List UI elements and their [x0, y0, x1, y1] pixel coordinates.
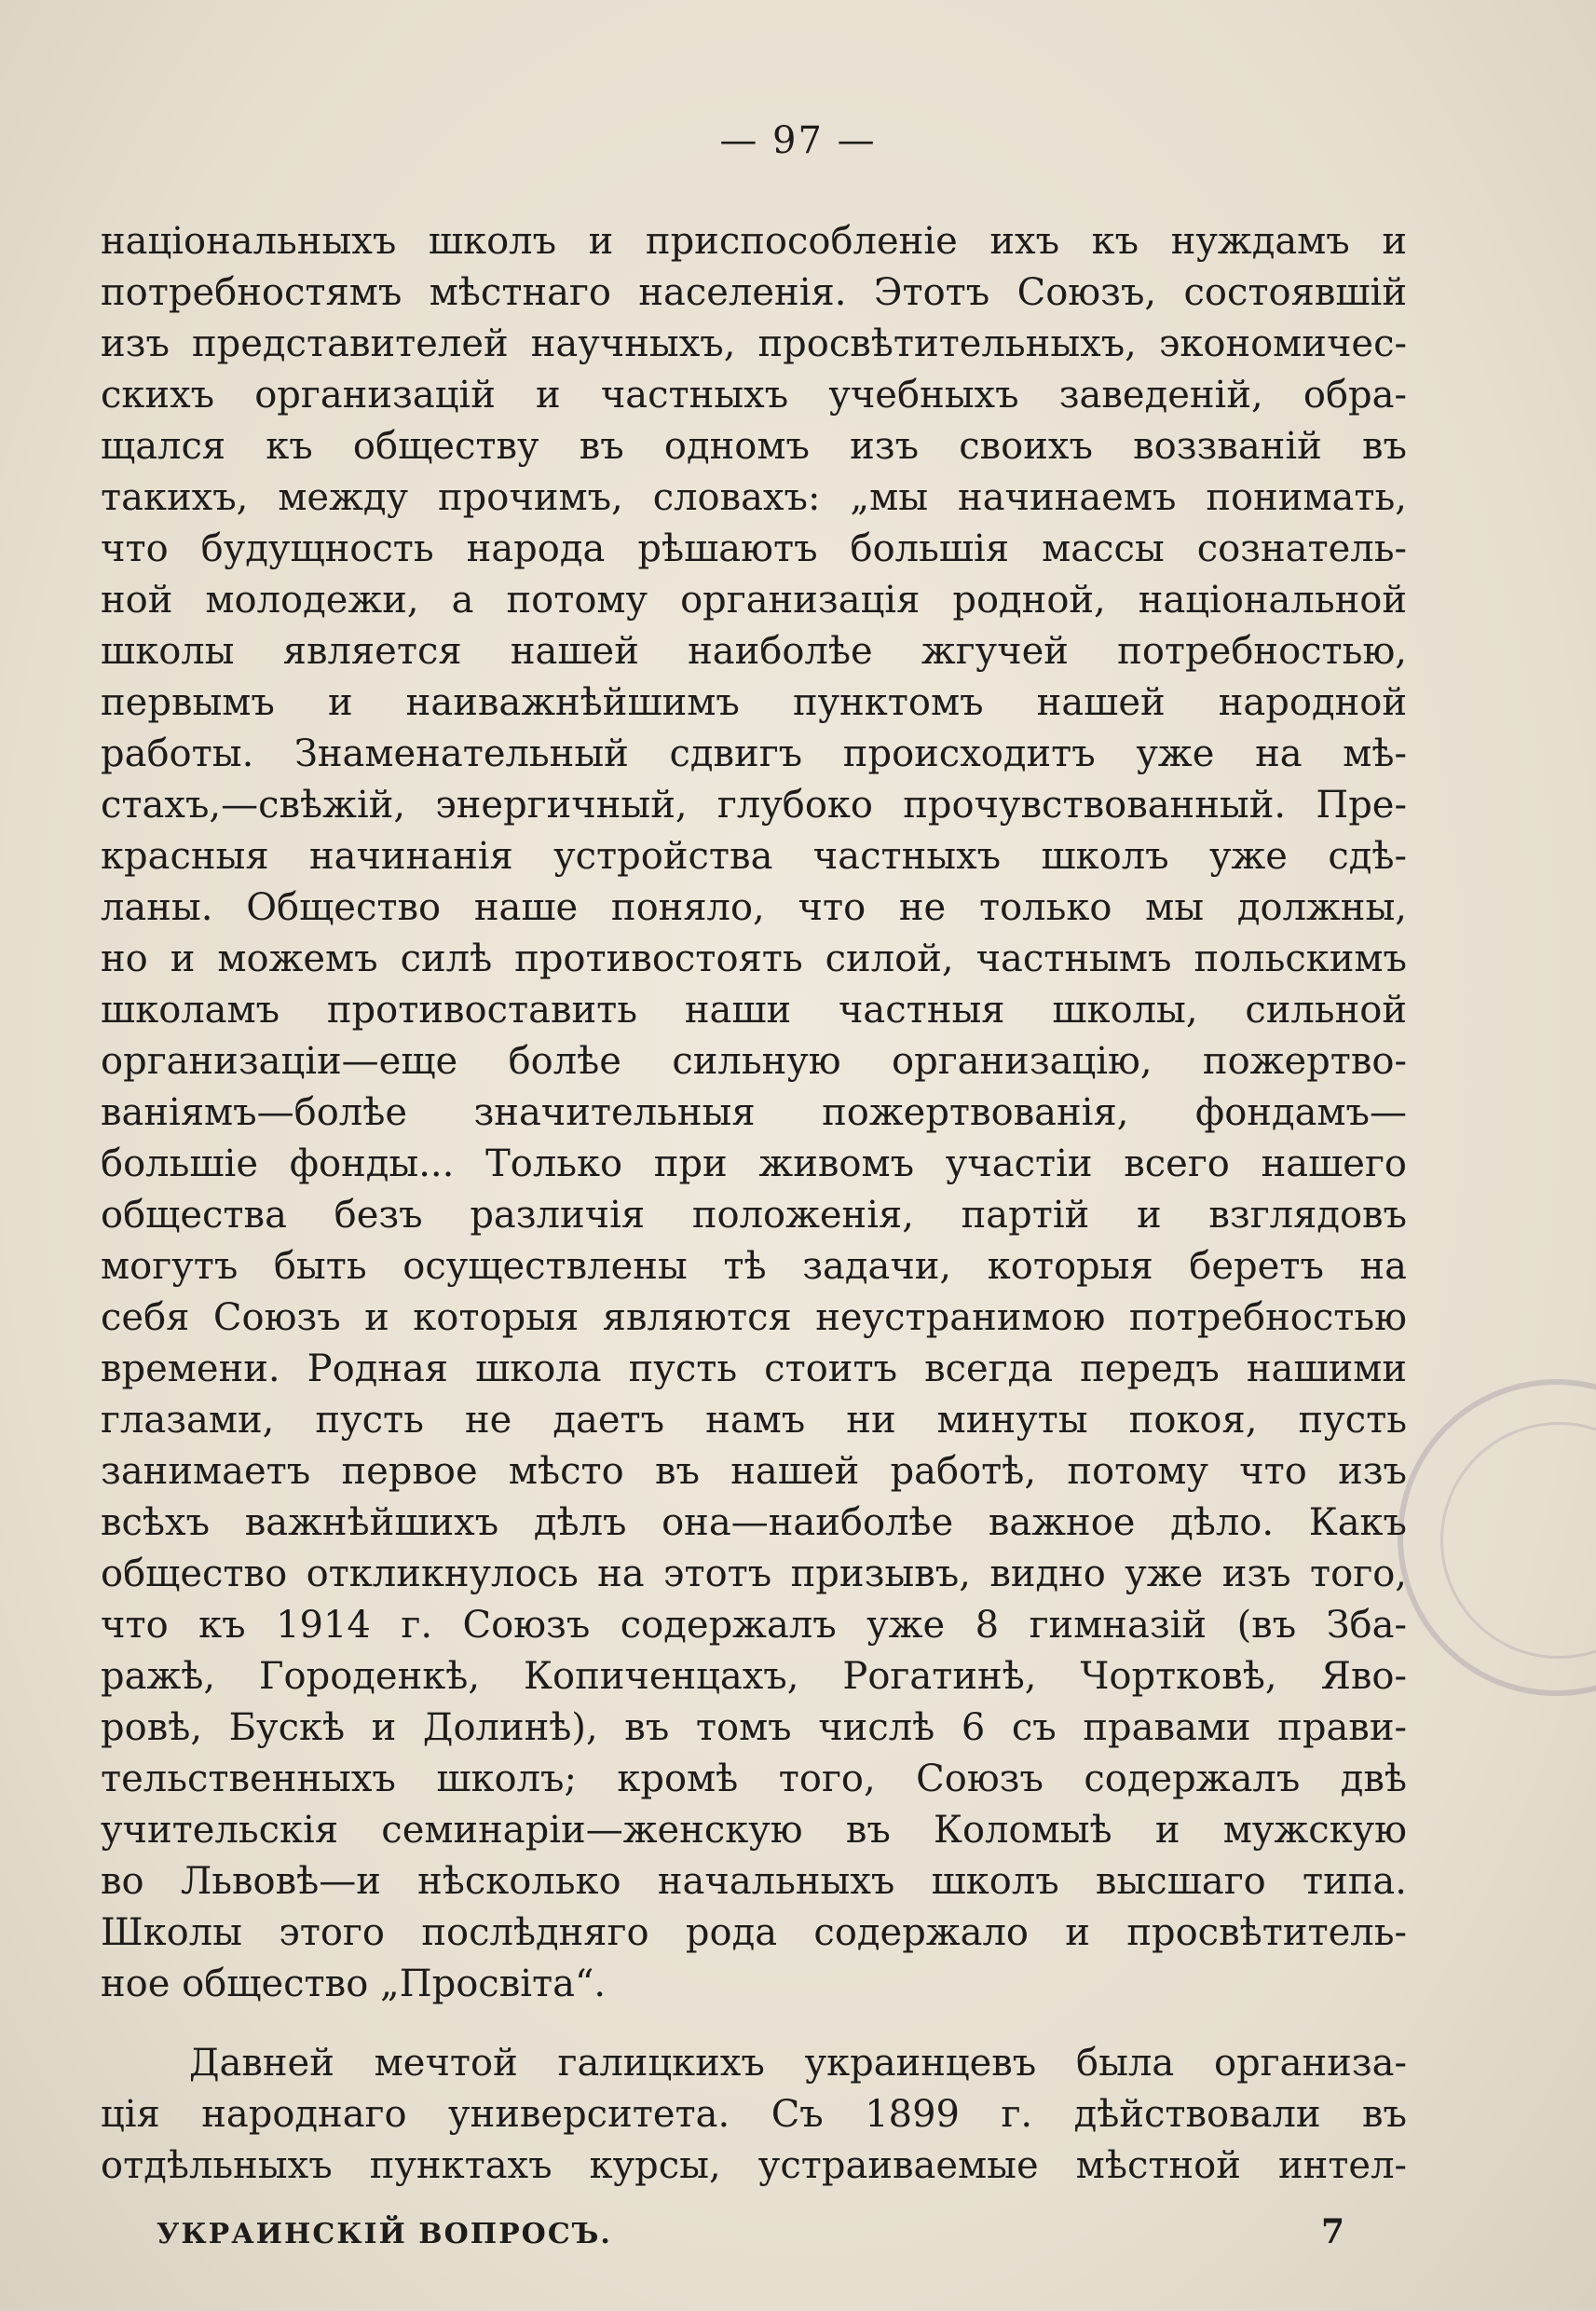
text-line: общество откликнулось на этотъ призывъ, видно уже изъ того, [101, 1552, 1407, 1595]
text-line: что къ 1914 г. Союзъ содержалъ уже 8 гимназій (въ Зба- [101, 1604, 1407, 1647]
text-line: ція народнаго университета. Съ 1899 г. дѣйствовали въ [101, 2093, 1407, 2136]
text-line: Давней мечтой галицкихъ украинцевъ была организа- [189, 2042, 1407, 2085]
running-footer-title: УКРАИНСКІЙ ВОПРОСЪ. [157, 2218, 612, 2250]
paragraph-2 [101, 2038, 1407, 2192]
text-line: во Львовѣ—и нѣсколько начальныхъ школъ высшаго типа. [101, 1860, 1407, 1903]
page-number: — 97 — [719, 119, 877, 162]
text-line: школы является нашей наиболѣе жгучей потребностью, [101, 630, 1407, 673]
text-line: ваніямъ—болѣе значительныя пожертвованія, фондамъ— [101, 1091, 1407, 1134]
text-line: первымъ и наиважнѣйшимъ пунктомъ нашей народной [101, 681, 1407, 724]
library-stamp-inner-ring [1440, 1422, 1596, 1659]
text-line: щался къ обществу въ одномъ изъ своихъ воззваній въ [101, 425, 1407, 468]
text-line: школамъ противоставить наши частныя школы, сильной [101, 989, 1407, 1032]
text-line: отдѣльныхъ пунктахъ курсы, устраиваемые мѣстной интел- [101, 2144, 1407, 2187]
text-line: учительскія семинаріи—женскую въ Коломыѣ и мужскую [101, 1809, 1407, 1852]
text-line: времени. Родная школа пусть стоитъ всегда передъ нашими [101, 1347, 1407, 1390]
text-line: Школы этого послѣдняго рода содержало и просвѣтитель- [101, 1911, 1407, 1954]
text-line: ровѣ, Бускѣ и Долинѣ), въ томъ числѣ 6 съ правами прави- [101, 1706, 1407, 1749]
text-line: всѣхъ важнѣйшихъ дѣлъ она—наиболѣе важное дѣло. Какъ [101, 1501, 1407, 1544]
text-line: такихъ, между прочимъ, словахъ: „мы начинаемъ понимать, [101, 476, 1407, 519]
text-line: ланы. Общество наше поняло, что не только мы должны, [101, 886, 1407, 929]
text-line: глазами, пусть не даетъ намъ ни минуты покоя, пусть [101, 1399, 1407, 1442]
text-line: общества безъ различія положенія, партій и взглядовъ [101, 1194, 1407, 1237]
text-line: изъ представителей научныхъ, просвѣтительныхъ, экономичес- [101, 322, 1407, 365]
text-line: что будущность народа рѣшаютъ большія массы сознатель- [101, 527, 1407, 570]
text-line: занимаетъ первое мѣсто въ нашей работѣ, потому что изъ [101, 1450, 1407, 1493]
signature-mark: 7 [1321, 2212, 1345, 2251]
text-line: организаціи—еще болѣе сильную организацію, пожертво- [101, 1040, 1407, 1083]
text-line: ное общество „Просвіта“. [101, 1962, 607, 2005]
text-line: работы. Знаменательный сдвигъ происходитъ уже на мѣ- [101, 732, 1407, 775]
text-line: могутъ быть осуществлены тѣ задачи, которыя беретъ на [101, 1245, 1407, 1288]
text-line: скихъ организацій и частныхъ учебныхъ заведеній, обра- [101, 374, 1407, 417]
text-line: національныхъ школъ и приспособленіе ихъ къ нуждамъ и [101, 220, 1407, 263]
paragraph-gap [101, 2010, 1407, 2038]
text-line: но и можемъ силѣ противостоять силой, частнымъ польскимъ [101, 937, 1407, 980]
paragraph-1 [101, 216, 1407, 2010]
text-line: стахъ,—свѣжій, энергичный, глубоко прочувствованный. Пре- [101, 784, 1407, 827]
text-line: большіе фонды... Только при живомъ участіи всего нашего [101, 1142, 1407, 1185]
text-line: красныя начинанія устройства частныхъ школъ уже сдѣ- [101, 835, 1407, 878]
text-line: ной молодежи, а потому организація родной, національной [101, 579, 1407, 622]
body-text [101, 216, 1407, 2192]
text-line: ражѣ, Городенкѣ, Копиченцахъ, Рогатинѣ, Чортковѣ, Яво- [101, 1655, 1407, 1698]
library-stamp [1398, 1379, 1596, 1696]
text-line: себя Союзъ и которыя являются неустранимою потребностью [101, 1296, 1407, 1339]
text-line: потребностямъ мѣстнаго населенія. Этотъ Союзъ, состоявшій [101, 271, 1407, 314]
text-line: тельственныхъ школъ; кромѣ того, Союзъ содержалъ двѣ [101, 1757, 1407, 1800]
